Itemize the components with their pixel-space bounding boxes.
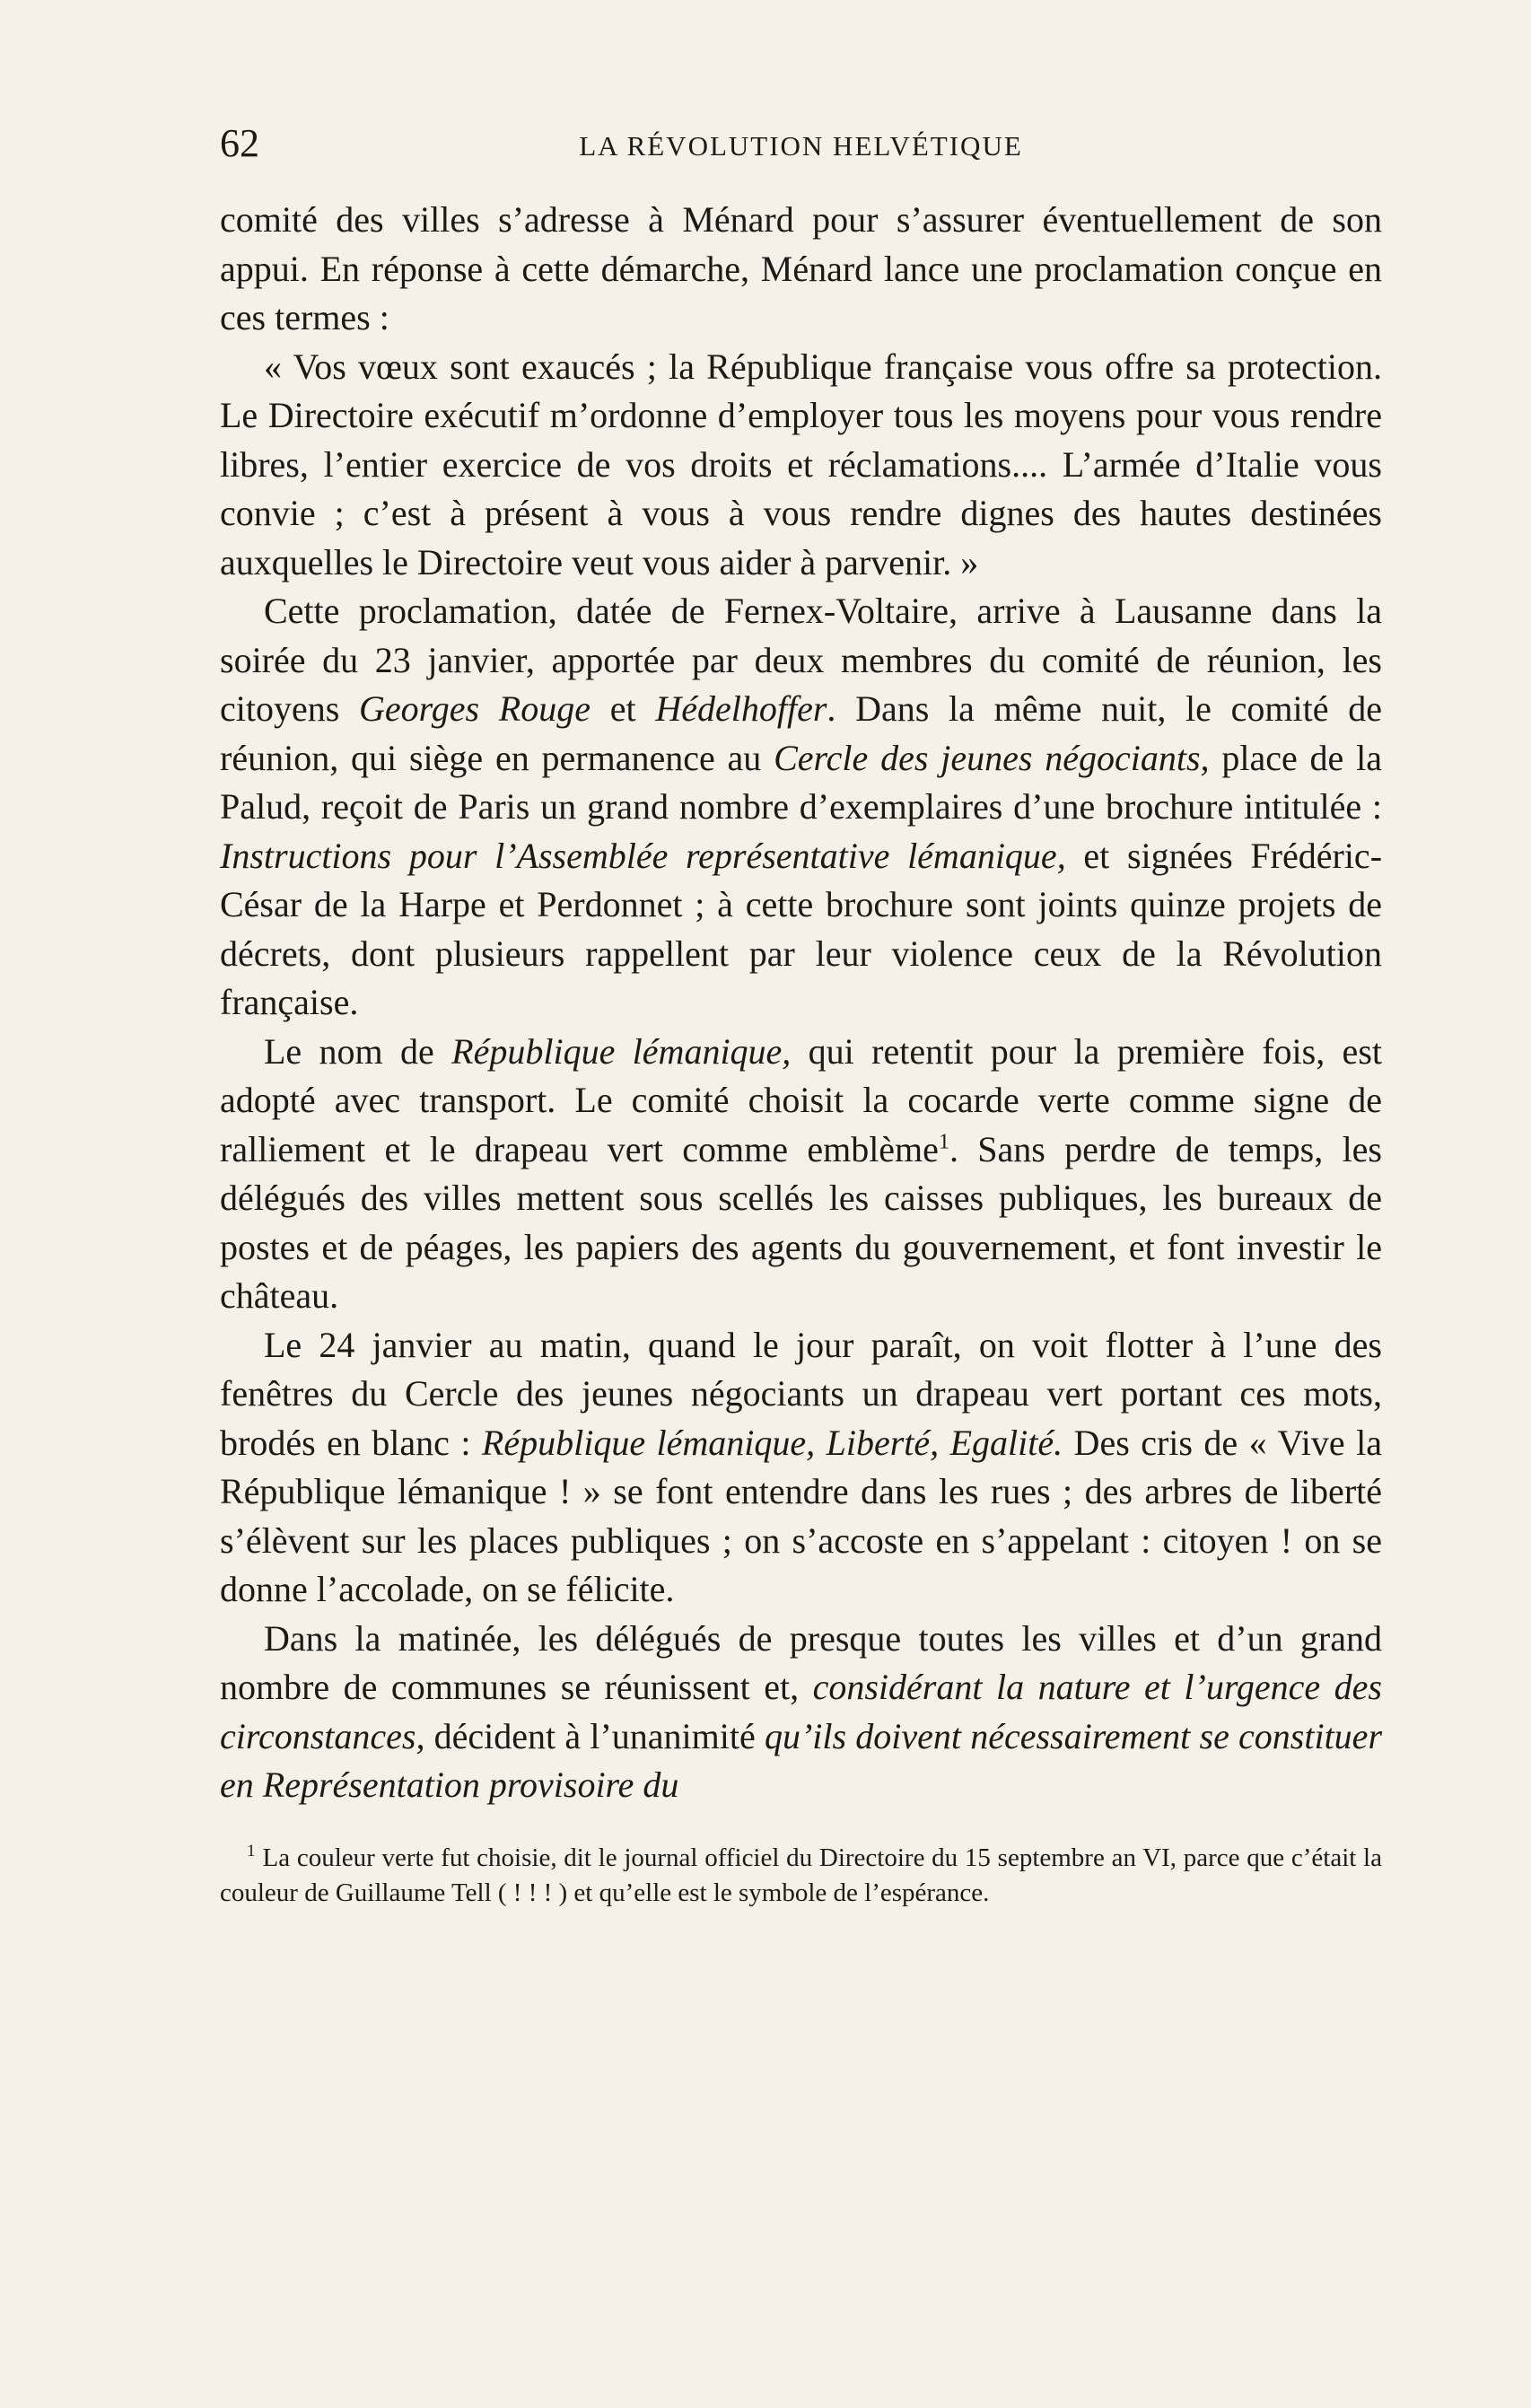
paragraph-3 (220, 587, 1382, 1028)
name-georges-rouge: Georges Rouge (359, 688, 591, 729)
footnote-1 (220, 1841, 1382, 1911)
republique-lemanique-term: République lémanique, (451, 1030, 792, 1072)
paragraph-3-text-a: Cette proclamation, datée de Fernex-Voltaire, arrive à Lausanne dans la soirée du 23 janvier, apportée par deux membres du comité de réunion, les citoyens (220, 591, 1382, 729)
paragraph-4-text-c: qui retentit pour la première fois, est adopté avec transport. Le comité choisit la cocarde verte comme signe de ralliement et le drapeau vert comme emblème (220, 1030, 1382, 1169)
page-number: 62 (220, 121, 259, 165)
paragraph-2-quotation: « Vos vœux sont exaucés ; la République française vous offre sa protection. Le Directoire exécutif m’ordonne d’employer tous les moyens pour vous rendre libres, l’entier exercice de vos droits et réclamations.... L’armée d’Italie vous convie ; c’est à présent à vous à vous rendre dignes des hautes destinées auxquelles le Directoire veut vous aider à parvenir. » (220, 346, 1382, 582)
footnote-reference: 1 (938, 1130, 949, 1154)
paragraph-4-text-a: Le nom de (264, 1030, 452, 1072)
flag-motto: République lémanique, Liberté, Egalité. (481, 1422, 1063, 1463)
body-text (220, 196, 1382, 1810)
paragraph-5-text-a: Le 24 janvier au matin, quand le jour paraît, on voit flotter à l’une des fenêtres du Cercle des jeunes négociants un drapeau vert portant ces mots, brodés en blanc : (220, 1324, 1382, 1463)
paragraph-3-text-c: et (591, 688, 656, 729)
paragraph-4 (220, 1028, 1382, 1321)
paragraph-3-text-i: et signées Frédéric-César de la Harpe et Perdonnet ; à cette brochure sont joints quinze projets de décrets, dont plusieurs rappellent par leur violence ceux de la Révolution française. (220, 835, 1383, 1022)
paragraph-6-text-c: décident à l’unanimité (424, 1715, 765, 1756)
name-hedelhoffer: Hédelhoffer (655, 688, 827, 729)
brochure-title: Instructions pour l’Assemblée représentative lémanique, (220, 835, 1066, 876)
decision-phrase: qu’ils doivent nécessairement se constituer en Représentation provisoire du (220, 1715, 1383, 1805)
paragraph-1: comité des villes s’adresse à Ménard pour s’assurer éventuellement de son appui. En réponse à cette démarche, Ménard lance une proclamation conçue en ces termes : (220, 199, 1382, 337)
running-head (220, 117, 1382, 171)
paragraph-6-text-a: Dans la matinée, les délégués de presque toutes les villes et d’un grand nombre de communes se réunissent et, (220, 1617, 1382, 1707)
running-title: LA RÉVOLUTION HELVÉTIQUE (579, 130, 1023, 162)
paragraph-6 (220, 1615, 1382, 1810)
paragraph-3-text-e: . Dans la même nuit, le comité de réunion, qui siège en permanence au (220, 688, 1382, 778)
footnote-text: La couleur verte fut choisie, dit le journal officiel du Directoire du 15 septembre an VI, parce que c’était la couleur de Guillaume Tell ( ! ! ! ) et qu’elle est le symbole de l’espérance. (220, 1843, 1382, 1907)
book-page (220, 117, 1382, 1911)
paragraph-5 (220, 1321, 1382, 1615)
footnote-marker: 1 (247, 1841, 256, 1861)
cercle-title: Cercle des jeunes négociants, (774, 737, 1210, 778)
footnotes (220, 1841, 1382, 1911)
paragraph-4-text-d: . Sans perdre de temps, les délégués des villes mettent sous scellés les caisses publiques, les bureaux de postes et de péages, les papiers des agents du gouvernement, et font investir le château. (220, 1128, 1382, 1316)
paragraph-3-text-g: place de la Palud, reçoit de Paris un grand nombre d’exemplaires d’une brochure intitulée : (220, 737, 1382, 827)
considerant-phrase: considérant la nature et l’urgence des circonstances, (220, 1667, 1382, 1756)
paragraph-5-text-c: Des cris de « Vive la République lémanique ! » se font entendre dans les rues ; des arbres de liberté s’élèvent sur les places publiques ; on s’accoste en s’appelant : citoyen ! on se donne l’accolade, on se félicite. (220, 1422, 1382, 1609)
